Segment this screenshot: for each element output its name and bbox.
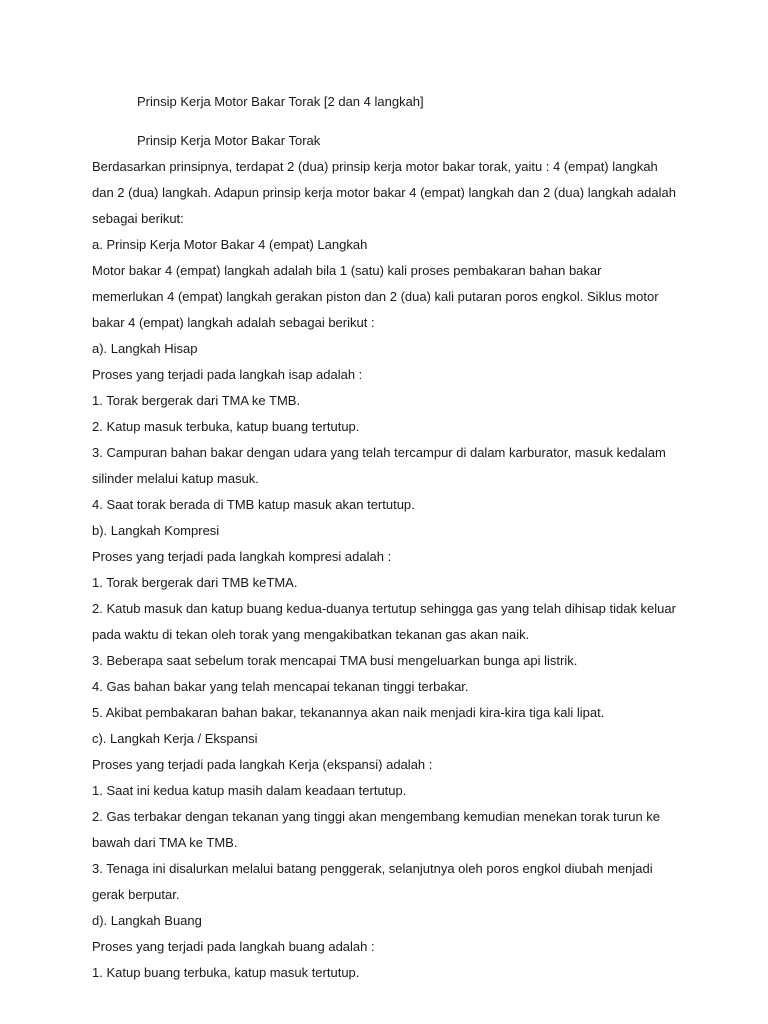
list-item: 2. Gas terbakar dengan tekanan yang tinggi akan mengembang kemudian menekan torak turun ke: [92, 809, 661, 824]
paragraph-line: dan 2 (dua) langkah. Adapun prinsip kerja motor bakar 4 (empat) langkah dan 2 (dua) langkah adalah: [92, 185, 676, 200]
list-item: 1. Katup buang terbuka, katup masuk tertutup.: [92, 965, 360, 980]
section-heading: a. Prinsip Kerja Motor Bakar 4 (empat) Langkah: [92, 237, 368, 252]
paragraph-line: memerlukan 4 (empat) langkah gerakan piston dan 2 (dua) kali putaran poros engkol. Siklus motor: [92, 289, 659, 304]
document-title: Prinsip Kerja Motor Bakar Torak [2 dan 4 langkah]: [137, 94, 424, 109]
list-item: 2. Katup masuk terbuka, katup buang tertutup.: [92, 419, 360, 434]
subsection-heading: c). Langkah Kerja / Ekspansi: [92, 731, 258, 746]
list-item: 1. Torak bergerak dari TMA ke TMB.: [92, 393, 301, 408]
list-item: 3. Tenaga ini disalurkan melalui batang penggerak, selanjutnya oleh poros engkol diubah menjadi: [92, 861, 653, 876]
paragraph-line: sebagai berikut:: [92, 211, 184, 226]
subsection-heading: b). Langkah Kompresi: [92, 523, 220, 538]
document-subtitle: Prinsip Kerja Motor Bakar Torak: [137, 133, 321, 148]
list-item: 2. Katub masuk dan katup buang kedua-duanya tertutup sehingga gas yang telah dihisap tidak keluar: [92, 601, 676, 616]
list-item: 1. Saat ini kedua katup masih dalam keadaan tertutup.: [92, 783, 407, 798]
paragraph-line: Proses yang terjadi pada langkah Kerja (ekspansi) adalah :: [92, 757, 433, 772]
paragraph-line: Proses yang terjadi pada langkah isap adalah :: [92, 367, 363, 382]
list-item: 4. Gas bahan bakar yang telah mencapai tekanan tinggi terbakar.: [92, 679, 469, 694]
paragraph-line: bakar 4 (empat) langkah adalah sebagai berikut :: [92, 315, 375, 330]
paragraph-line: Motor bakar 4 (empat) langkah adalah bila 1 (satu) kali proses pembakaran bahan bakar: [92, 263, 602, 278]
list-item-continued: gerak berputar.: [92, 887, 180, 902]
subsection-heading: a). Langkah Hisap: [92, 341, 198, 356]
paragraph-line: Berdasarkan prinsipnya, terdapat 2 (dua) prinsip kerja motor bakar torak, yaitu : 4 (empat) langkah: [92, 159, 658, 174]
list-item: 5. Akibat pembakaran bahan bakar, tekanannya akan naik menjadi kira-kira tiga kali lipat.: [92, 705, 605, 720]
list-item-continued: silinder melalui katup masuk.: [92, 471, 259, 486]
paragraph-line: Proses yang terjadi pada langkah buang adalah :: [92, 939, 375, 954]
list-item: 1. Torak bergerak dari TMB keTMA.: [92, 575, 298, 590]
list-item-continued: bawah dari TMA ke TMB.: [92, 835, 238, 850]
list-item-continued: pada waktu di tekan oleh torak yang mengakibatkan tekanan gas akan naik.: [92, 627, 530, 642]
list-item: 4. Saat torak berada di TMB katup masuk akan tertutup.: [92, 497, 415, 512]
list-item: 3. Campuran bahan bakar dengan udara yang telah tercampur di dalam karburator, masuk kedalam: [92, 445, 666, 460]
paragraph-line: Proses yang terjadi pada langkah kompresi adalah :: [92, 549, 392, 564]
subsection-heading: d). Langkah Buang: [92, 913, 202, 928]
list-item: 3. Beberapa saat sebelum torak mencapai TMA busi mengeluarkan bunga api listrik.: [92, 653, 578, 668]
